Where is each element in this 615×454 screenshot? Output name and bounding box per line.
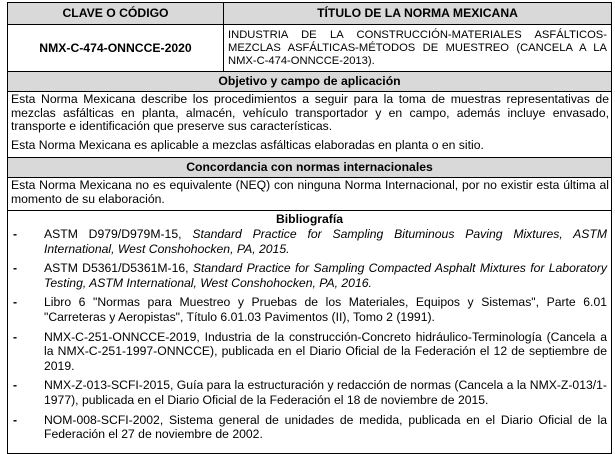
objetivo-heading: Objetivo y campo de aplicación: [8, 72, 612, 92]
concordancia-body: [8, 178, 612, 211]
norma-title: INDUSTRIA DE LA CONSTRUCCIÓN-MATERIALES ASFÁLTICOS-MEZCLAS ASFÁLTICAS-MÉTODOS DE MUESTREO (CANCELA A LA NMX-C-474-ONNCCE-2013).: [224, 25, 612, 72]
list-dash: -: [13, 329, 18, 344]
norma-table: [7, 2, 612, 454]
bibliografia-item-text: NMX-C-251-ONNCCE-2019, Industria de la construcción-Concreto hidráulico-Terminología (Cancela a la NMX-C-251-1997-ONNCCE), publicada en el Diario Oficial de la Federación el 12 de septiembre de 2019.: [44, 329, 607, 373]
norma-row: [8, 25, 612, 72]
bibliografia-row: [8, 211, 612, 454]
bibliografia-item-text: ASTM D5361/D5361M-16,: [44, 261, 193, 276]
concordancia-heading-row: [8, 158, 612, 178]
bibliografia-item: [8, 413, 611, 442]
objetivo-paragraph-1: Esta Norma Mexicana describe los procedimientos a seguir para la toma de muestras representativas de mezclas asfálticas en planta, almacén, vehículo transportador y en campo, además incluye envasado, transporte e identificación que preserve sus características.: [11, 92, 609, 133]
concordancia-paragraph: Esta Norma Mexicana no es equivalente (NEQ) con ninguna Norma Internacional, por no existir esta última al momento de su elaboración.: [11, 178, 609, 206]
bibliografia-item-italic: Standard Practice for Sampling Compacted Asphalt Mixtures for Laboratory Testing, ASTM International, West Conshohocken, PA, 2016.: [44, 261, 608, 290]
bibliografia-item: [8, 295, 611, 324]
bibliografia-item-text: NMX-Z-013-SCFI-2015, Guía para la estructuración y redacción de normas (Cancela a la NMX-Z-013/1-1977), publicada en el Diario Oficial de la Federación el 18 de noviembre de 2015.: [44, 378, 607, 407]
concordancia-heading: Concordancia con normas internacionales: [8, 158, 612, 178]
objetivo-body-row: [8, 92, 612, 158]
header-row: [8, 3, 612, 25]
bibliografia-item-text: Libro 6 "Normas para Muestreo y Pruebas de los Materiales, Equipos y Sistemas", Parte 6.01 "Carreteras y Aeropistas", Título 6.01.03 Pavimentos (II), Tomo 2 (1991).: [44, 295, 607, 324]
norma-code: NMX-C-474-ONNCCE-2020: [8, 25, 224, 72]
header-code: CLAVE O CÓDIGO: [8, 3, 224, 25]
bibliografia-item-text: NOM-008-SCFI-2002, Sistema general de unidades de medida, publicada en el Diario Oficial de la Federación el 27 de noviembre de 2002.: [44, 412, 607, 442]
list-dash: -: [13, 295, 18, 310]
bibliografia-item-text: ASTM D979/D979M-15,: [44, 227, 193, 241]
bibliografia-item: [8, 261, 611, 290]
bibliografia-cell: [8, 211, 612, 454]
bibliografia-item: [8, 330, 611, 374]
objetivo-heading-row: [8, 72, 612, 92]
bibliografia-item: [8, 378, 611, 407]
objetivo-body: [8, 92, 612, 158]
bibliografia-item-italic: Standard Practice for Sampling Bituminous Paving Mixtures, ASTM International, West Conshohocken, PA, 2015.: [44, 227, 607, 256]
bibliografia-heading: Bibliografía: [275, 212, 344, 226]
header-title: TÍTULO DE LA NORMA MEXICANA: [224, 3, 612, 25]
objetivo-paragraph-2: Esta Norma Mexicana es aplicable a mezclas asfálticas elaboradas en planta o en sitio.: [11, 137, 484, 152]
bibliografia-list: [8, 227, 611, 453]
list-dash: -: [13, 412, 18, 427]
list-dash: -: [13, 227, 18, 241]
list-dash: -: [13, 378, 18, 393]
concordancia-body-row: [8, 178, 612, 211]
bibliografia-item: [8, 227, 611, 256]
list-dash: -: [13, 261, 18, 276]
